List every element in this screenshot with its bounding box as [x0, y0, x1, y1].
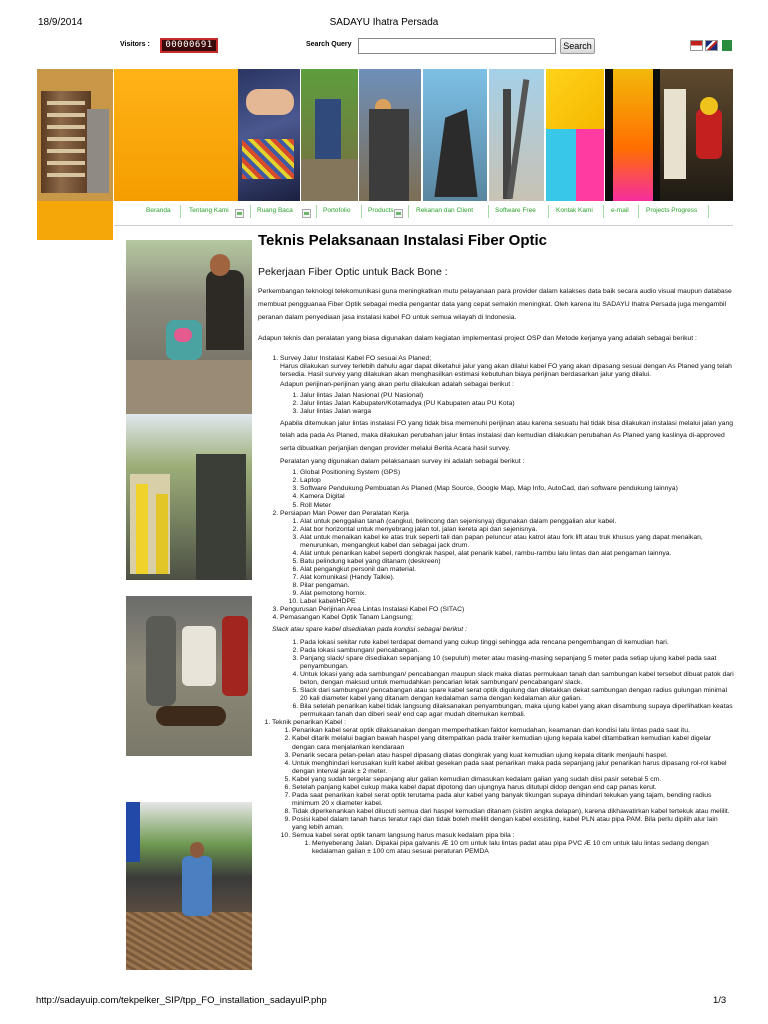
print-page-title: SADAYU Ihatra Persada — [329, 17, 439, 28]
header-photo-colorful — [605, 69, 660, 201]
list-item — [280, 510, 734, 606]
nav-divider — [548, 205, 549, 218]
permits-intro: Adapun perijinan-perijinan yang akan perlu dilakukan adalah sebagai berikut : — [280, 380, 514, 388]
slack-intro — [272, 624, 734, 637]
photo-workers-digging — [126, 240, 252, 414]
step-title: 2. Persiapan Man Power dan Peralatan Kerja — [280, 509, 409, 517]
header-photo-equipment — [546, 69, 604, 201]
nav-portofolio[interactable]: Portofolio — [323, 207, 351, 214]
list-item: 7. Alat komunikasi (Handy Talkie). — [300, 574, 734, 582]
list-item: 3. Pengurusan Perijinan Area Lintas Instalasi Kabel FO (SITAC) — [280, 606, 734, 614]
step-title: 1. Survey Jalur Instalasi Kabel FO sesuai As Planed; — [280, 354, 432, 362]
list-item: 1. Menyeberang Jalan. Dipakai pipa galvanis Æ 10 cm untuk lalu lintas padat atau pipa PVC Æ 10 cm untuk lalu lintas sedang dengan kedalaman galian ± 100 cm atau sesuai peraturan PEMDA — [312, 840, 734, 856]
list-item: 3. Software Pendukung Pembuatan As Planed (Map Source, Google Map, Map Info, AutoCad, dan software pendukung lainnya) — [300, 485, 734, 493]
header-orange-panel — [114, 69, 238, 201]
survey-tools-list — [280, 469, 734, 509]
nav-projects-progress[interactable]: Projects Progress — [646, 207, 698, 214]
list-item: 4. Untuk lokasi yang ada sambungan/ pencabangan maupun slack maka diatas permukaan tanah dan sambungan kabel tersebut dibuat patok dari beton, dengan maksud untuk memudahkan pencarian letak sambungan/ pencabangan/ slack. — [300, 671, 734, 687]
list-item: 8. Pilar pengaman. — [300, 582, 734, 590]
nav-rekanan-dan-client[interactable]: Rekanan dan Client — [416, 207, 474, 214]
orange-side-strip — [37, 201, 113, 240]
pulling-section — [258, 719, 734, 855]
list-item: 2. Laptop — [300, 477, 734, 485]
uk-flag-icon[interactable] — [705, 40, 718, 51]
list-item: 1. Penarikan kabel serat optik dilaksanakan dengan memperhatikan faktor kemudahan, keamanan dan kondisi lalu lintas pada saat itu. — [292, 727, 734, 735]
list-item: 5. Kabel yang sudah tergelar sepanjang alur galian kemudian dimasukan kedalam galian yang sudah diisi pasir setebal 5 cm. — [292, 776, 734, 784]
list-item: 3. Penarik secara pelan-pelan atau haspel dipasang diatas dongkrak yang kuat kemudian ujung kepala ditarik menjauhi haspel. — [292, 752, 734, 760]
nav-underline — [114, 225, 733, 226]
list-item: 2. Kabel ditarik melalui bagian bawah haspel yang ditempatkan pada trailer kemudian ujung kepala kabel ditambatkan kemudian kabel digelar dengan cara menjalankan kendaraan — [292, 735, 734, 751]
broken-image-icon — [394, 209, 403, 218]
permits-list — [280, 392, 734, 416]
list-item: 5. Batu pelindung kabel yang ditanam (deskreen) — [300, 558, 734, 566]
nav-email[interactable]: e-mail — [611, 207, 629, 214]
slack-list — [280, 639, 734, 719]
photo-pipe-installation — [126, 414, 252, 580]
route-change-paragraph: Apabila ditemukan jalur lintas instalasi FO yang tidak bisa memenuhi perijinan atau karena sesuatu hal tidak bisa dilakukan instalasi melalui jalan yang telah ada pada As Planed, maka dilakukan perubahan jalur lintas instalasi dan kemudian dilakukan perubahan As Planed yang kaslinya di-approved serta dibuatkan perjanjian dengan provider melalui Berita Acara hasil survey. — [280, 419, 734, 452]
header-photo-splicing — [238, 69, 300, 201]
nav-kontak-kami[interactable]: Kontak Kami — [556, 207, 593, 214]
list-item: 1. Pada lokasi sekitar rute kabel terdapat demand yang cukup tinggi sehingga ada rencana pengembangan di kemudian hari. — [300, 639, 734, 647]
list-item: 5. Roll Meter — [300, 502, 734, 510]
nav-divider — [250, 205, 251, 218]
header-photo-tower — [489, 69, 544, 201]
header-photo-digging — [359, 69, 421, 201]
main-steps-list — [258, 355, 734, 720]
list-item: 1. Jalur lintas Jalan Nasional (PU Nasional) — [300, 392, 734, 400]
list-item: 3. Alat untuk menaikan kabel ke atas truk seperti tali dan papan peluncur atau katrol atau fork lift atau truk khusus yang dapat menaikan, menurunkan, mengangkut kabel dan sebagai jack drum. — [300, 534, 734, 550]
print-date: 18/9/2014 — [38, 17, 83, 28]
nav-divider — [603, 205, 604, 218]
header-photo-technician — [660, 69, 733, 201]
broken-image-icon — [235, 209, 244, 218]
list-item: 10. Label kabel/HDPE — [300, 598, 734, 606]
step-title: 4. Pemasangan Kabel Optik Tanam Langsung; — [280, 613, 413, 621]
list-item — [280, 355, 734, 510]
main-nav — [114, 201, 733, 225]
list-item: 6. Setelah panjang kabel cukup maka kabel dapat dipotong dan ujungnya harus ditutupi didop dengan end cap panas kerut. — [292, 784, 734, 792]
photo-cable-drum — [126, 596, 252, 756]
visitor-counter: 00000691 — [160, 38, 218, 53]
intro-paragraph: Perkembangan teknologi telekomunikasi guna meningkatkan mutu pelayanaan para provider dalam kalakses data baik secara audio visual maupun database membuat pengguanaa Fiber Optik sebagai media pengantar data yang cepat semakin meningkat. Oleh karena itu SADAYU Ihatra Persada juga mengambil peranan dalam penyediaan jasa instalasi kabel FO untuk semua wilayah di Indonesia. — [258, 288, 732, 321]
list-item — [292, 832, 734, 856]
article-subtitle: Pekerjaan Fiber Optic untuk Back Bone : — [258, 266, 448, 278]
nav-divider — [180, 205, 181, 218]
language-flag-icon[interactable] — [722, 40, 732, 51]
list-item: 9. Posisi kabel dalam tanah harus teratur rapi dan tidak boleh melilit dengan kabel exsisting, kabel PLN atau pipa PAM. Bila perlu dipilih alur lain yang lebih aman. — [292, 816, 734, 832]
nav-divider — [638, 205, 639, 218]
broken-image-icon — [302, 209, 311, 218]
list-item: 5. Slack dari sambungan/ pencabangan atau spare kabel serat optik digulung dan diletakkan dekat sambungan dengan radius gulungan minimal 20 kali diameter kabel yang ditanam dengan kedalaman sama dengan kedalaman alur galian. — [300, 687, 734, 703]
footer-url: http://sadayuip.com/tekpelker_SIP/tpp_FO_installation_sadayuIP.php — [36, 995, 327, 1006]
list-item: 2. Jalur lintas Jalan Kabupaten/Kotamadya (PU Kabupaten atau PU Kota) — [300, 400, 734, 408]
photo-roadside-work — [126, 802, 252, 970]
nav-divider — [408, 205, 409, 218]
building-photo — [37, 69, 113, 201]
list-item: 6. Alat pengangkut personil dan material. — [300, 566, 734, 574]
slack-intro-text: Slack atau spare kabel disediakan pada kondisi sebagai berikut : — [272, 625, 467, 633]
header-photo-workers — [301, 69, 358, 201]
list-item: 8. Tidak diperkenankan kabel dilucuti semua dari haspel kemudian ditanam (sistim angka delapan), karena dikhawatirkan kabel tertekuk atau melilit. — [292, 808, 734, 816]
list-item: 1. Global Positioning System (GPS) — [300, 469, 734, 477]
header-photo-site — [423, 69, 487, 201]
article-title: Teknis Pelaksanaan Instalasi Fiber Optic — [258, 232, 548, 249]
list-item: 3. Jalur lintas Jalan warga — [300, 408, 734, 416]
list-item: 6. Bila setelah penarikan kabel tidak langsung dilaksanakan penyambungan, maka ujung kabel yang akan disambung supaya diperlihatkan keatas permukaan tanah dan diberi seal/ end cap agar mudah ditemukan kembali. — [300, 703, 734, 719]
list-item — [272, 613, 734, 720]
nav-beranda[interactable]: Beranda — [146, 207, 171, 214]
nav-divider — [488, 205, 489, 218]
step-title: 1. Teknik penarikan Kabel : — [272, 719, 347, 727]
search-button[interactable]: Search — [560, 38, 595, 54]
list-item — [272, 719, 734, 855]
list-item: 2. Pada lokasi sambungan/ pencabangan. — [300, 647, 734, 655]
nav-software-free[interactable]: Software Free — [495, 207, 536, 214]
pulling-steps-list — [272, 727, 734, 855]
nav-divider — [316, 205, 317, 218]
work-tools-list — [280, 518, 734, 606]
nav-tentang-kami[interactable]: Tentang Kami — [189, 207, 229, 214]
nav-divider — [708, 205, 709, 218]
list-item: 4. Untuk menghindari kerusakan kulit kabel akibat gesekan pada saat penarikan maka pada sepanjang jalur penarikan harus dipasang rol-rol kabel dengan interval jarak ± 2 meter. — [292, 760, 734, 776]
nav-products[interactable]: Products — [368, 207, 394, 214]
list-item: 9. Alat pemotong hornix. — [300, 590, 734, 598]
search-input[interactable] — [358, 38, 556, 54]
page-number: 1/3 — [713, 995, 727, 1006]
list-item: 4. Kamera Digital — [300, 493, 734, 501]
pipe-list — [292, 840, 734, 856]
list-item: 2. Alat bor horizontal untuk menyebrang jalan tol, jalan kereta api dan sejenisnya. — [300, 526, 734, 534]
list-item: 1. Alat untuk penggalian tanah (cangkul, belincong dan sejenisnya) digunakan dalam penggalian alur kabel. — [300, 518, 734, 526]
nav-divider — [361, 205, 362, 218]
tools-intro: Peralatan yang digunakan dalam pelaksanaan survey ini adalah sebagai berikut : — [280, 458, 525, 466]
pulling-step-text: 10. Semua kabel serat optik tanam langsung harus masuk kedalam pipa bila : — [292, 831, 515, 839]
search-label: Search Query — [306, 41, 352, 48]
list-item: 3. Panjang slack/ spare disediakan sepanjang 10 (sepuluh) meter atau masing-masing sepanjang 5 meter pada setiap ujung kabel pada saat penyambungan. — [300, 655, 734, 671]
intro-paragraph-2: Adapun teknis dan peralatan yang biasa digunakan dalam kegiatan implementasi project OSP dan Metode kerjanya yang adalah sebagai berikut : — [258, 335, 697, 343]
list-item: 4. Alat untuk penarikan kabel seperti dongkrak haspel, alat penarik kabel, rambu-rambu lalu lintas dan alat pengaman lainnya. — [300, 550, 734, 558]
list-item: 7. Pada saat penarikan kabel serat optik terutama pada alur kabel yang banyak tikungan supaya dihindari tekukan yang tajam, bending radius minimum 20 x diameter kabel. — [292, 792, 734, 808]
step-text: Harus dilakukan survey terlebih dahulu agar dapat diketahui jalur yang akan dilalui kabel FO yang akan dipasang sesuai dengan As Planed yang telah tersedia. Hasil survey yang dilakukan akan menghasilkan estimasi kebutuhan biaya perijinan berdasarkan jalur yang dilalui. — [280, 362, 732, 378]
visitors-label: Visitors : — [120, 41, 150, 48]
indonesia-flag-icon[interactable] — [690, 40, 703, 51]
article-content — [258, 232, 734, 992]
nav-ruang-baca[interactable]: Ruang Baca — [257, 207, 293, 214]
